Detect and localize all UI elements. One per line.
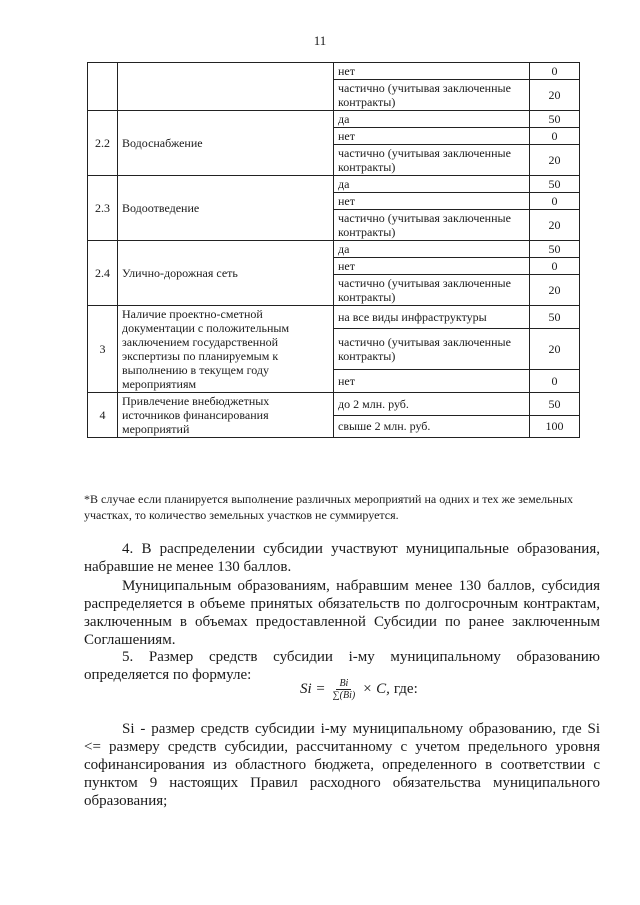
paragraph-5: 5. Размер средств субсидии i-му муниципальному образованию определяется по формуле: [84,649,600,683]
answer-score: 50 [530,111,580,128]
table-row [88,176,580,193]
answer-option: свыше 2 млн. руб. [334,415,530,438]
page-number: 11 [313,33,327,48]
table-footnote: *В случае если планируется выполнение различных мероприятий на одних и тех же земельных участках, то количество земельных участков не суммируется. [84,492,574,522]
criterion-name: Водоснабжение [118,111,334,176]
criteria-table [87,62,580,438]
formula-rhs: × C, [362,681,390,697]
answer-score: 20 [530,275,580,306]
answer-option: частично (учитывая заключенные контракты) [334,328,530,369]
answer-option: да [334,241,530,258]
answer-score: 0 [530,370,580,393]
formula [300,678,418,701]
answer-score: 0 [530,63,580,80]
answer-score: 20 [530,145,580,176]
answer-score: 50 [530,241,580,258]
answer-score: 0 [530,128,580,145]
answer-option: да [334,111,530,128]
formula-numerator: Bi [336,678,351,690]
criterion-number: 2.3 [88,176,118,241]
answer-score: 50 [530,306,580,329]
formula-denominator: ∑(Bi) [332,690,356,701]
criterion-name: Водоотведение [118,176,334,241]
answer-option: частично (учитывая заключенные контракты) [334,210,530,241]
answer-option: частично (учитывая заключенные контракты) [334,275,530,306]
table-row [88,111,580,128]
answer-option: нет [334,370,530,393]
criterion-name: Наличие проектно-сметной документации с положительным заключением государственной экспертизы по планируемым к выполнению в текущем году мероприятиям [118,306,334,393]
criterion-number: 2.2 [88,111,118,176]
answer-score: 0 [530,258,580,275]
answer-score: 50 [530,393,580,416]
criterion-name: Улично-дорожная сеть [118,241,334,306]
answer-score: 20 [530,210,580,241]
criterion-number [88,63,118,111]
answer-option: на все виды инфраструктуры [334,306,530,329]
table-row [88,393,580,416]
formula-fraction [330,678,359,701]
answer-score: 20 [530,80,580,111]
paragraph-si-definition: Si - размер средств субсидии i-му муниципальному образованию, где Si <= размеру средств субсидии, рассчитанному с учетом предельного уровня софинансирования из областного бюджета, определенного в соответствии с пунктом 9 настоящих Правил расходного обязательства муниципального образования; [84,721,600,809]
answer-option: нет [334,63,530,80]
criterion-name: Привлечение внебюджетных источников финансирования мероприятий [118,393,334,438]
paragraph-4: 4. В распределении субсидии участвуют муниципальные образования, набравшие не менее 130 баллов. [84,541,600,575]
answer-option: да [334,176,530,193]
table-row [88,241,580,258]
answer-score: 100 [530,415,580,438]
answer-score: 20 [530,328,580,369]
answer-option: частично (учитывая заключенные контракты) [334,145,530,176]
table-row [88,306,580,329]
criterion-name [118,63,334,111]
criterion-number: 3 [88,306,118,393]
answer-option: до 2 млн. руб. [334,393,530,416]
paragraph-less-130: Муниципальным образованиям, набравшим менее 130 баллов, субсидия распределяется в объеме принятых обязательств по долгосрочным контрактам, заключенным в объемах предоставленной Субсидии по ранее заключенным Соглашениям. [84,578,600,648]
answer-option: частично (учитывая заключенные контракты) [334,80,530,111]
formula-lhs: Si = [300,681,326,697]
answer-option: нет [334,193,530,210]
answer-option: нет [334,128,530,145]
answer-score: 50 [530,176,580,193]
table-row [88,63,580,80]
criterion-number: 2.4 [88,241,118,306]
criterion-number: 4 [88,393,118,438]
formula-suffix: где: [393,681,418,697]
answer-score: 0 [530,193,580,210]
answer-option: нет [334,258,530,275]
